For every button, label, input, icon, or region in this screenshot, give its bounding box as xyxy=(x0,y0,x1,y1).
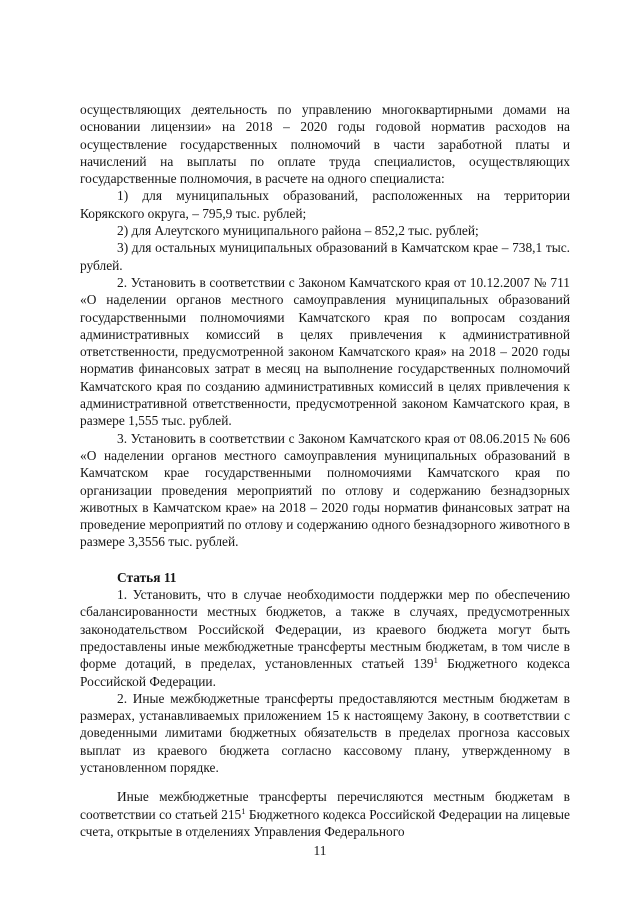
article-heading: Статья 11 xyxy=(117,569,177,585)
superscript: 1 xyxy=(241,805,246,816)
article-paragraph-1-tail: Бюджетного кодекса Российской Федерации. xyxy=(80,656,570,689)
article-paragraph-1-text: 1. Установить, что в случае необходимости поддержки мер по обеспечению сбалансированности местных бюджетов, а также в случаях, предусмотренных законодательством Российской Федерации, из краевого бюджета могут быть предоставлены иные межбюджетные трансферты местным бюджетам, в том числе в форме дотаций, в пределах, установленных статьей 139 xyxy=(80,587,570,672)
paragraph-item-3: 3. Установить в соответствии с Законом Камчатского края от 08.06.2015 № 606 «О наделении органов местного самоуправления муниципальных образований в Камчатском крае государственными полномочиями Камчатского края по организации проведения мероприятий по отлову и содержанию безнадзорных животных в Камчатском крае» на 2018 – 2020 годы норматив финансовых затрат на проведение мероприятий по отлову и содержанию одного безнадзорного животного в размере 3,3556 тыс. рублей. xyxy=(80,430,570,550)
article-paragraph-2: 2. Иные межбюджетные трансферты предоставляются местным бюджетам в размерах, устанавливаемых приложением 15 к настоящему Закону, в соответствии с доведенными лимитами бюджетных обязательств в пределах прогноза кассовых выплат из краевого бюджета согласно кассовому плану, утвержденному в установленном порядке. xyxy=(80,690,570,775)
article-paragraph-3 xyxy=(80,788,570,840)
superscript: 1 xyxy=(433,655,438,666)
article-paragraph-3-tail: Бюджетного кодекса Российской Федерации на лицевые счета, открытые в отделениях Управления Федерального xyxy=(80,806,570,839)
paragraph-item-2: 2. Установить в соответствии с Законом Камчатского края от 10.12.2007 № 711 «О наделении органов местного самоуправления муниципальных образований государственными полномочиями Камчатского края по вопросам создания административных комиссий в целях привлечения к административной ответственности, предусмотренной законом Камчатского края» на 2018 – 2020 годы норматив финансовых затрат в месяц на выполнение государственных полномочий Камчатского края по созданию административных комиссий в целях привлечения к административной ответственности, предусмотренной законом Камчатского края, в размере 1,555 тыс. рублей. xyxy=(80,274,570,429)
page-number: 11 xyxy=(313,843,327,858)
list-item-aleut: 2) для Алеутского муниципального района – 852,2 тыс. рублей; xyxy=(117,223,479,239)
article-paragraph-1 xyxy=(80,586,570,690)
article-paragraph-3-text: Иные межбюджетные трансферты перечисляются местным бюджетам в соответствии со статьей 215 xyxy=(80,789,570,822)
list-item-other: 3) для остальных муниципальных образований в Камчатском крае – 738,1 тыс. рублей. xyxy=(80,240,570,273)
paragraph-intro: осуществляющих деятельность по управлению многоквартирными домами на основании лицензии» на 2018 – 2020 годы годовой норматив расходов на осуществление государственных полномочий в части заработной платы и начислений на выплаты по оплате труда специалистов, осуществляющих государственные полномочия, в расчете на одного специалиста: xyxy=(80,102,570,187)
list-item-koryak: 1) для муниципальных образований, расположенных на территории Корякского округа, – 795,9 тыс. рублей; xyxy=(80,188,570,221)
document-body xyxy=(80,101,570,840)
